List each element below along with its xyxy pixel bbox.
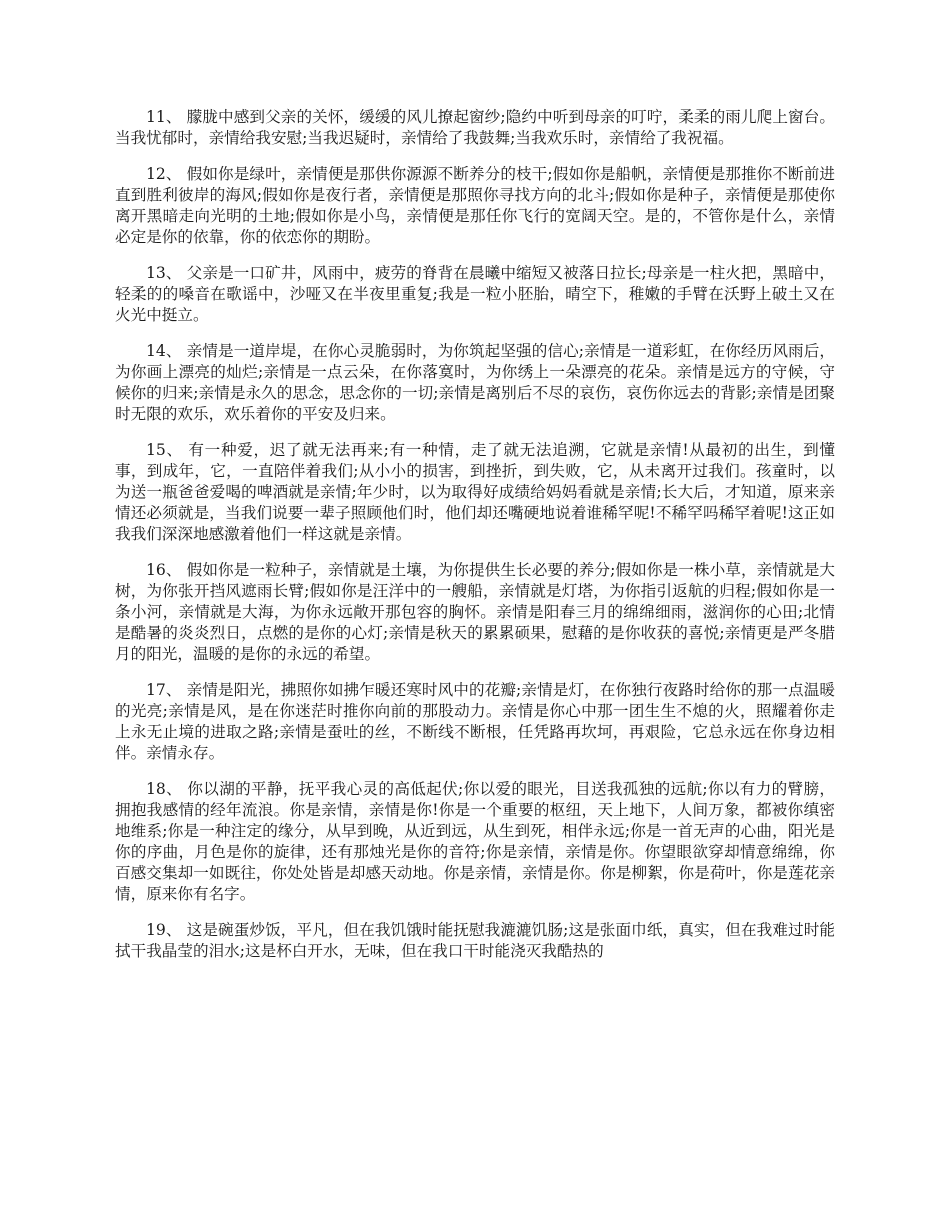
paragraph-12: 12、 假如你是绿叶，亲情便是那供你源源不断养分的枝干;假如你是船帆，亲情便是那推你不断前进直到胜利彼岸的海风;假如你是夜行者，亲情便是那照你寻找方向的北斗;假如你是种子，亲情便是那使你离开黑暗走向光明的土地;假如你是小鸟，亲情便是那任你飞行的宽阔天空。是的，不管你是什么，亲情必定是你的依靠，你的依恋你的期盼。 [115,165,835,246]
paragraph-19: 19、 这是碗蛋炒饭，平凡，但在我饥饿时能抚慰我漉漉饥肠;这是张面巾纸，真实，但在我难过时能拭干我晶莹的泪水;这是杯白开水，无味，但在我口干时能浇灭我酷热的 [115,921,835,960]
paragraph-14: 14、 亲情是一道岸堤，在你心灵脆弱时，为你筑起坚强的信心;亲情是一道彩虹，在你经历风雨后，为你画上漂亮的灿烂;亲情是一点云朵，在你落寞时，为你绣上一朵漂亮的花朵。亲情是远方的守候，守候你的归来;亲情是永久的思念，思念你的一切;亲情是离别后不尽的哀伤，哀伤你远去的背影;亲情是团聚时无限的欢乐，欢乐着你的平安及归来。 [115,342,835,423]
paragraph-16: 16、 假如你是一粒种子，亲情就是土壤，为你提供生长必要的养分;假如你是一株小草，亲情就是大树，为你张开挡风遮雨长臂;假如你是汪洋中的一艘船，亲情就是灯塔，为你指引返航的归程;假如你是一条小河，亲情就是大海，为你永远敞开那包容的胸怀。亲情是阳春三月的绵绵细雨，滋润你的心田;北情是酷暑的炎炎烈日，点燃的是你的心灯;亲情是秋天的累累硕果，慰藉的是你收获的喜悦;亲情更是严冬腊月的阳光，温暖的是你的永远的希望。 [115,561,835,663]
paragraph-18: 18、 你以湖的平静，抚平我心灵的高低起伏;你以爱的眼光，目送我孤独的远航;你以有力的臂膀，拥抱我感情的经年流浪。你是亲情，亲情是你!你是一个重要的枢纽，天上地下，人间万象，都被你缜密地维系;你是一种注定的缘分，从早到晚，从近到远，从生到死，相伴永远;你是一首无声的心曲，阳光是你的序曲，月色是你的旋律，还有那烛光是你的音符;你是亲情，亲情是你。你望眼欲穿却情意绵绵，你百感交集却一如既往，你处处皆是却感天动地。你是亲情，亲情是你。你是柳絮，你是荷叶，你是莲花亲情，原来你有名字。 [115,780,835,903]
paragraph-15: 15、 有一种爱，迟了就无法再来;有一种情，走了就无法追溯，它就是亲情!从最初的出生，到懂事，到成年，它，一直陪伴着我们;从小小的损害，到挫折，到失败，它，从未离开过我们。孩童时，以为送一瓶爸爸爱喝的啤酒就是亲情;年少时，以为取得好成绩给妈妈看就是亲情;长大后，才知道，原来亲情还必须就是，当我们说要一辈子照顾他们时，他们却还嘴硬地说着谁稀罕呢!不稀罕吗稀罕着呢!这正如我我们深深地感激着他们一样这就是亲情。 [115,441,835,543]
paragraph-11: 11、 朦胧中感到父亲的关怀，缓缓的风儿撩起窗纱;隐约中听到母亲的叮咛，柔柔的雨儿爬上窗台。当我忧郁时，亲情给我安慰;当我迟疑时，亲情给了我鼓舞;当我欢乐时，亲情给了我祝福。 [115,108,835,147]
paragraph-13: 13、 父亲是一口矿井，风雨中，疲劳的脊背在晨曦中缩短又被落日拉长;母亲是一柱火把，黑暗中，轻柔的的嗓音在歌谣中，沙哑又在半夜里重复;我是一粒小胚胎，晴空下，稚嫩的手臂在沃野上破土又在火光中挺立。 [115,264,835,324]
paragraph-17: 17、 亲情是阳光，拂照你如拂乍暖还寒时风中的花瓣;亲情是灯，在你独行夜路时给你的那一点温暖的光亮;亲情是风，是在你迷茫时推你向前的那股动力。亲情是你心中那一团生生不熄的火，照耀着你走上永无止境的进取之路;亲情是蚕吐的丝，不断线不断根，任凭路再坎坷，再艰险，它总永远在你身边相伴。亲情永存。 [115,681,835,762]
document-page [115,107,835,977]
